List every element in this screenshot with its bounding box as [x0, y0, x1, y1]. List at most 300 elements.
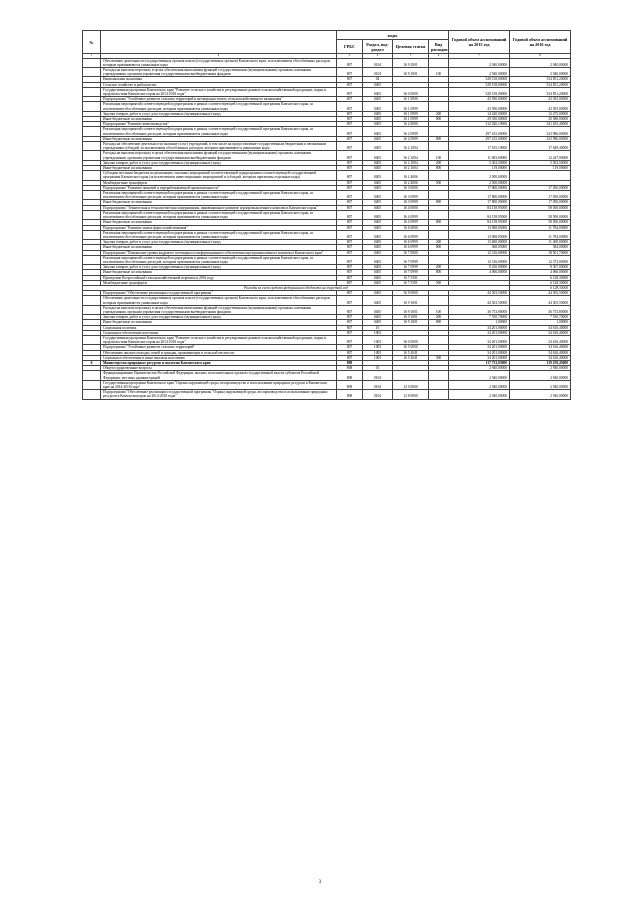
row-amount-2016: 534 851,20000 — [510, 87, 571, 96]
row-amount-2015: 297 415,00000 — [449, 127, 510, 136]
row-amount-2015: 13 968,05000 — [449, 225, 510, 230]
row-razdel: 0405 — [363, 102, 393, 111]
row-number — [83, 296, 101, 305]
row-razdel: 0104 — [363, 371, 393, 380]
row-amount-2015: 14 240,00000 — [449, 111, 510, 116]
column-index-cell: 6 — [429, 54, 449, 59]
row-target-article: 16 2 1004 — [393, 166, 429, 171]
row-expense-type — [429, 58, 449, 67]
row-name: Иные бюджетные ассигнования — [101, 136, 337, 141]
row-razdel: 0405 — [363, 171, 393, 180]
row-amount-2016: 1,00000 — [510, 320, 571, 325]
row-razdel: 1003 — [363, 335, 393, 344]
table-header — [83, 31, 571, 59]
row-grbs: 808 — [337, 366, 363, 371]
row-amount-2015: 2 500,00000 — [449, 171, 510, 180]
row-expense-type — [429, 191, 449, 200]
row-amount-2016: 58 500,00000 — [510, 220, 571, 225]
row-name: Подпрограмма "Устойчивое развитие сельских территорий и мелиорации земель сельскохозяйственного назначения" — [101, 97, 337, 102]
row-grbs: 807 — [337, 265, 363, 270]
row-amount-2015: 2 940,00000 — [449, 390, 510, 399]
row-number — [83, 335, 101, 344]
row-grbs: 807 — [337, 87, 363, 96]
row-amount-2015: 17 800,00000 — [449, 200, 510, 205]
row-name: Межбюджетные трансферты — [101, 280, 337, 285]
row-amount-2015: 528 158,00000 — [449, 87, 510, 96]
row-amount-2016: 5 302,50000 — [510, 160, 571, 165]
row-number — [83, 102, 101, 111]
row-amount-2016: 2 940,00000 — [510, 58, 571, 67]
row-razdel: 0405 — [363, 240, 393, 245]
row-razdel: 0405 — [363, 200, 393, 205]
row-name: Иные бюджетные ассигнования — [101, 245, 337, 250]
row-number — [83, 151, 101, 160]
column-index-cell: 1 — [83, 54, 101, 59]
header-csr: Целевая статья — [393, 40, 429, 54]
row-amount-2015: 4 066,00000 — [449, 270, 510, 275]
row-expense-type: 200 — [429, 111, 449, 116]
table-row — [83, 68, 571, 77]
row-grbs: 807 — [337, 320, 363, 325]
row-target-article: 16 7 5391 — [393, 280, 429, 285]
row-number — [83, 127, 101, 136]
row-name: Обеспечение деятельности государственных органов власти (государственных органов) Камчатского края, за исключением обособленных расходов, которым присваиваются уникальные коды — [101, 296, 337, 305]
row-grbs: 807 — [337, 166, 363, 171]
row-amount-2016: 534 851,20000 — [510, 77, 571, 82]
row-grbs: 807 — [337, 82, 363, 87]
row-number: 6 — [83, 360, 101, 365]
table-row — [83, 58, 571, 67]
row-name: Закупка товаров, работ и услуг для государственных (муниципальных) нужд — [101, 265, 337, 270]
row-grbs: 807 — [337, 315, 363, 320]
row-amount-2016: 323 986,00000 — [510, 127, 571, 136]
table-row — [83, 151, 571, 160]
row-grbs: 807 — [337, 111, 363, 116]
row-amount-2016: 12 475,00000 — [510, 111, 571, 116]
row-razdel: 10 — [363, 325, 393, 330]
row-amount-2016: 8 307,00000 — [510, 265, 571, 270]
row-amount-2015: 43 590,00000 — [449, 102, 510, 111]
row-name: Иные бюджетные ассигнования — [101, 220, 337, 225]
row-expense-type — [429, 102, 449, 111]
row-grbs: 808 — [337, 360, 363, 365]
row-name: Реализация мероприятий соответствующей подпрограммы в рамках соответствующей государственной программы Камчатского края, за исключением обособленных расходов, которым присваиваются уникальные коды — [101, 230, 337, 239]
row-name: Проведение Всероссийской сельскохозяйственной переписи в 2016 году — [101, 275, 337, 280]
row-amount-2016: 34 616,40000 — [510, 335, 571, 344]
row-number — [83, 390, 101, 399]
row-expense-type: 100 — [429, 68, 449, 77]
row-amount-2015: 84 158,95000 — [449, 210, 510, 219]
row-razdel: 0405 — [363, 136, 393, 141]
row-razdel: 0405 — [363, 270, 393, 275]
row-target-article: 16 2 0000 — [393, 122, 429, 127]
row-grbs: 807 — [337, 136, 363, 141]
row-razdel: 0405 — [363, 127, 393, 136]
row-target-article: 16 4 0999 — [393, 220, 429, 225]
row-grbs: 807 — [337, 230, 363, 239]
row-name: Подпрограмма "Техническая и технологическая модернизация, инновационное развитие агропромышленного комплекса Камчатского края" — [101, 205, 337, 210]
table-row — [83, 171, 571, 180]
row-number — [83, 191, 101, 200]
row-expense-type: 800 — [429, 245, 449, 250]
row-amount-2016: 30 580,00000 — [510, 117, 571, 122]
row-target-article: 16 6 0999 — [393, 240, 429, 245]
row-grbs: 807 — [337, 291, 363, 296]
row-amount-2015: 2 500,00000 — [449, 180, 510, 185]
row-target-article: 16 2 1004 — [393, 160, 429, 165]
row-target-article: 16 1 0999 — [393, 117, 429, 122]
row-expense-type — [429, 255, 449, 264]
row-target-article: 16 9 1001 — [393, 320, 429, 325]
row-expense-type — [429, 171, 449, 180]
row-target-article: 16 5 2041 — [393, 350, 429, 355]
row-grbs: 807 — [337, 275, 363, 280]
row-razdel: 04 — [363, 77, 393, 82]
row-name: Государственная программа Камчатского края "Охрана окружающей среды, воспроизводство и использование природных ресурсов в Камчатском крае на 2014-2018 годы" — [101, 380, 337, 389]
row-razdel: 0405 — [363, 245, 393, 250]
row-grbs: 808 — [337, 380, 363, 389]
row-amount-2015: 34 201,00000 — [449, 350, 510, 355]
row-target-article: 16 3 0999 — [393, 200, 429, 205]
row-razdel: 0405 — [363, 250, 393, 255]
row-amount-2016: 2 940,00000 — [510, 68, 571, 77]
row-amount-2015: 12 316,00000 — [449, 255, 510, 264]
row-razdel: 0104 — [363, 58, 393, 67]
row-amount-2016: 58 500,00000 — [510, 205, 571, 210]
row-expense-type — [429, 390, 449, 399]
row-expense-type: 800 — [429, 200, 449, 205]
column-index-cell: 5 — [393, 54, 429, 59]
row-grbs: 808 — [337, 371, 363, 380]
row-target-article: 16 3 0999 — [393, 191, 429, 200]
row-grbs: 807 — [337, 270, 363, 275]
row-amount-2015: 84 158,95000 — [449, 220, 510, 225]
row-target-article: 16 9 1001 — [393, 296, 429, 305]
row-amount-2016: 6 128,30000 — [510, 280, 571, 285]
row-amount-2016: 119 259,45000 — [510, 360, 571, 365]
row-amount-2016: 34 616,40000 — [510, 350, 571, 355]
row-grbs: 807 — [337, 335, 363, 344]
row-amount-2015: 528 158,00000 — [449, 77, 510, 82]
row-grbs: 807 — [337, 280, 363, 285]
row-target-article: 16 2 0999 — [393, 127, 429, 136]
row-target-article: 16 0 0000 — [393, 335, 429, 344]
row-grbs: 807 — [337, 171, 363, 180]
row-grbs: 807 — [337, 220, 363, 225]
row-number — [83, 87, 101, 96]
row-razdel: 0405 — [363, 230, 393, 239]
row-razdel: 0405 — [363, 117, 393, 122]
row-expense-type: 500 — [429, 280, 449, 285]
table-row — [83, 335, 571, 344]
row-expense-type: 200 — [429, 265, 449, 270]
column-index-cell: 2 — [101, 54, 337, 59]
row-amount-2016: 11 400,00000 — [510, 240, 571, 245]
row-name: Социальная политика — [101, 325, 337, 330]
header-razdel: Раздел, под-раздел — [363, 40, 393, 54]
row-target-article: 16 3 0000 — [393, 185, 429, 190]
row-amount-2016: 323 986,00000 — [510, 136, 571, 141]
row-amount-2015: 17 800,00000 — [449, 191, 510, 200]
row-amount-2016: 43 055,00000 — [510, 97, 571, 102]
row-amount-2015: 34 201,00000 — [449, 345, 510, 350]
row-name: Реализация мероприятий соответствующей подпрограммы в рамках соответствующей государственной программы Камчатского края, за исключением обособленных расходов, которым присваиваются уникальные коды — [101, 210, 337, 219]
row-expense-type: 800 — [429, 166, 449, 171]
row-name: Реализация мероприятий соответствующей подпрограммы в рамках соответствующей государственной программы Камчатского края, за исключением обособленных расходов, которым присваиваются уникальные коды — [101, 127, 337, 136]
row-grbs: 807 — [337, 255, 363, 264]
row-razdel: 0405 — [363, 166, 393, 171]
row-expense-type — [429, 335, 449, 344]
row-name: Реализация мероприятий соответствующей подпрограммы в рамках соответствующей государственной программы Камчатского края, за исключением обособленных расходов, которым присваиваются уникальные коды — [101, 191, 337, 200]
row-razdel: 0405 — [363, 97, 393, 102]
row-amount-2016: 119,00000 — [510, 166, 571, 171]
row-razdel: 0405 — [363, 280, 393, 285]
row-razdel: 0405 — [363, 185, 393, 190]
row-target-article: 16 0 0000 — [393, 87, 429, 96]
table-body — [83, 58, 571, 399]
row-grbs: 807 — [337, 58, 363, 67]
row-name: Функционирование Правительства Российской Федерации, высших исполнительных органов государственной власти субъектов Российской Федерации, местных администраций — [101, 371, 337, 380]
row-razdel: 1003 — [363, 330, 393, 335]
row-amount-2016: 12 373,00000 — [510, 255, 571, 264]
row-amount-2016: 17 050,00000 — [510, 191, 571, 200]
row-target-article: 16 4 0000 — [393, 205, 429, 210]
row-target-article: 16 6 0999 — [393, 230, 429, 239]
table-row — [83, 371, 571, 380]
row-name: Расходы на выплаты персоналу в целях обеспечения выполнения функций государственными (муниципальными) органами, казенными учреждениями, органами управления государственными внебюджетными фондами — [101, 68, 337, 77]
column-index-cell: 7 — [449, 54, 510, 59]
row-expense-type: 200 — [429, 315, 449, 320]
row-amount-2015: 43 590,00000 — [449, 97, 510, 102]
table-row — [83, 305, 571, 314]
row-grbs: 807 — [337, 200, 363, 205]
header-vr: Вид расходов — [429, 40, 449, 54]
row-name: Обеспечение жильем молодых семей и граждан, проживающих в сельской местности — [101, 350, 337, 355]
row-amount-2015: 117 733,83000 — [449, 360, 510, 365]
row-name: Государственная программа Камчатского края "Развитие сельского хозяйства и регулирование рынков сельскохозяйственной продукции, сырья и продовольствия Камчатского края на 2014-2018 годы" — [101, 87, 337, 96]
row-target-article — [393, 371, 429, 380]
row-name: Расходы на обеспечение деятельности (оказание услуг) учреждений, в том числе на предоставление государственным бюджетным и автономным учреждениям субсидий, за исключением обособленных расходов, которым присваиваются уникальные коды — [101, 142, 337, 151]
row-razdel: 0405 — [363, 87, 393, 96]
row-name: Закупка товаров, работ и услуг для государственных (муниципальных) нужд — [101, 111, 337, 116]
budget-table — [82, 30, 571, 400]
row-name: Общегосударственные вопросы — [101, 366, 337, 371]
row-amount-2016: 11 784,00000 — [510, 230, 571, 239]
row-razdel: 0405 — [363, 180, 393, 185]
row-grbs: 807 — [337, 296, 363, 305]
row-target-article: 16 9 1001 — [393, 58, 429, 67]
row-amount-2015: 297 415,00000 — [449, 136, 510, 141]
row-grbs: 807 — [337, 245, 363, 250]
row-grbs: 808 — [337, 390, 363, 399]
row-amount-2015: 312 020,10000 — [449, 122, 510, 127]
row-amount-2015: 34 201,00000 — [449, 330, 510, 335]
row-razdel: 0405 — [363, 305, 393, 314]
row-grbs: 807 — [337, 250, 363, 255]
table-row — [83, 296, 571, 305]
row-razdel: 0405 — [363, 111, 393, 116]
row-amount-2015: 7 550,70000 — [449, 315, 510, 320]
table-row — [83, 390, 571, 399]
row-razdel: 0405 — [363, 296, 393, 305]
row-razdel: 0405 — [363, 220, 393, 225]
row-razdel: 0405 — [363, 205, 393, 210]
row-amount-2015: 34 201,00000 — [449, 355, 510, 360]
row-amount-2015: 2 940,00000 — [449, 68, 510, 77]
row-grbs: 807 — [337, 97, 363, 102]
row-target-article: 16 2 0999 — [393, 136, 429, 141]
table-row — [83, 87, 571, 96]
row-expense-type — [429, 380, 449, 389]
row-target-article: 16 5 0000 — [393, 345, 429, 350]
table-row — [83, 210, 571, 219]
row-number — [83, 68, 101, 77]
row-target-article: 16 9 0000 — [393, 291, 429, 296]
row-name: Закупка товаров, работ и услуг для государственных (муниципальных) нужд — [101, 315, 337, 320]
row-name: Субсидии местным бюджетам на реализацию основных мероприятий соответствующей подпрограммы соответствующей государственной программы Камчатского края (за исключением инвестиционных мероприятий и субсидий, которым присвоены отдельные коды) — [101, 171, 337, 180]
row-number — [83, 255, 101, 264]
row-grbs: 807 — [337, 350, 363, 355]
table-row — [83, 230, 571, 239]
row-note: Расходы за счет средств федерального бюджета на очередной год — [83, 285, 510, 290]
row-grbs: 807 — [337, 325, 363, 330]
row-razdel: 0405 — [363, 315, 393, 320]
row-amount-2015: 44 303,50000 — [449, 291, 510, 296]
row-amount-2016: 43 055,00000 — [510, 102, 571, 111]
row-amount-2016: 58 500,00000 — [510, 210, 571, 219]
row-name: Реализация мероприятий соответствующей подпрограммы в рамках соответствующей государственной программы Камчатского края, за исключением обособленных расходов, которым присваиваются уникальные коды — [101, 102, 337, 111]
row-name: Подпрограмма "Обеспечение реализации государственной программы "Охрана окружающей среды, воспроизводство и использование природных ресурсов в Камчатском крае на 2014-2018 годы" — [101, 390, 337, 399]
row-grbs: 807 — [337, 355, 363, 360]
row-expense-type: 500 — [429, 180, 449, 185]
row-grbs: 807 — [337, 102, 363, 111]
row-razdel: 0405 — [363, 151, 393, 160]
table-row — [83, 127, 571, 136]
table-row — [83, 142, 571, 151]
row-razdel: 0405 — [363, 255, 393, 264]
row-amount-2016: 44 305,50000 — [510, 296, 571, 305]
row-razdel: 1003 — [363, 345, 393, 350]
row-expense-type: 200 — [429, 240, 449, 245]
row-target-article: 16 7 0999 — [393, 255, 429, 264]
row-amount-2015: 13 600,00000 — [449, 240, 510, 245]
row-amount-2016: 4 066,00000 — [510, 270, 571, 275]
row-amount-2016: 2 940,00000 — [510, 371, 571, 380]
row-target-article: 16 6 0999 — [393, 245, 429, 250]
row-amount-2016: 44 305,50000 — [510, 291, 571, 296]
row-name: Социальное обеспечение населения — [101, 330, 337, 335]
row-razdel: 0405 — [363, 122, 393, 127]
row-name: Иные бюджетные ассигнования — [101, 117, 337, 122]
row-number — [83, 210, 101, 219]
row-razdel: 0405 — [363, 160, 393, 165]
row-target-article: 16 1 0999 — [393, 102, 429, 111]
row-name: Подпрограмма "Развитие малых форм хозяйствования" — [101, 225, 337, 230]
row-target-article: 12 0 0000 — [393, 380, 429, 389]
row-amount-2016: 6 128,30000 — [510, 285, 571, 290]
row-name: Закупка товаров, работ и услуг для государственных (муниципальных) нужд — [101, 160, 337, 165]
row-expense-type — [429, 371, 449, 380]
row-name: Реализация мероприятий соответствующей подпрограммы в рамках соответствующей государственной программы Камчатского края, за исключением обособленных расходов, которым присваиваются уникальные коды — [101, 255, 337, 264]
row-razdel: 1003 — [363, 350, 393, 355]
row-amount-2015: 17 105,10000 — [449, 142, 510, 151]
row-amount-2015: 13 968,05000 — [449, 230, 510, 239]
row-expense-type: 200 — [429, 160, 449, 165]
row-grbs: 807 — [337, 180, 363, 185]
row-grbs: 807 — [337, 191, 363, 200]
header-grbs: ГРБС — [337, 40, 363, 54]
row-razdel: 0405 — [363, 225, 393, 230]
row-amount-2015: 44 303,50000 — [449, 296, 510, 305]
row-amount-2015: 29 350,00000 — [449, 117, 510, 122]
row-amount-2016: 34 616,40000 — [510, 330, 571, 335]
row-amount-2016: 18 501,70000 — [510, 250, 571, 255]
row-razdel: 0405 — [363, 210, 393, 219]
row-target-article: 16 9 1001 — [393, 315, 429, 320]
row-amount-2015: 2 940,00000 — [449, 58, 510, 67]
row-amount-2015: 11 683,60000 — [449, 151, 510, 160]
row-amount-2016: 34 616,40000 — [510, 355, 571, 360]
header-2016: Годовой объем ассигнований на 2016 год — [510, 31, 571, 54]
row-expense-type — [429, 230, 449, 239]
row-name: Подпрограмма "Развитие животноводства" — [101, 122, 337, 127]
row-amount-2015: 528 158,00000 — [449, 82, 510, 87]
row-target-article: 16 2 4006 — [393, 180, 429, 185]
row-razdel: 0405 — [363, 275, 393, 280]
row-razdel: 01 — [363, 366, 393, 371]
row-name: Государственная программа Камчатского края "Развитие сельского хозяйства и регулирование рынков сельскохозяйственной продукции, сырья и продовольствия Камчатского края на 2014-2018 годы" — [101, 335, 337, 344]
row-number — [83, 230, 101, 239]
row-amount-2016 — [510, 171, 571, 180]
row-razdel: 0104 — [363, 68, 393, 77]
row-target-article: 16 2 1004 — [393, 151, 429, 160]
row-name: Национальная экономика — [101, 77, 337, 82]
row-grbs: 807 — [337, 305, 363, 314]
row-grbs: 807 — [337, 345, 363, 350]
row-amount-2016: 11 784,00000 — [510, 225, 571, 230]
row-expense-type — [429, 127, 449, 136]
row-name: Подпрограмма "Устойчивое развитие сельских территорий" — [101, 345, 337, 350]
row-name: Расходы на выплаты персоналу в целях обеспечения выполнения функций государственными (муниципальными) органами, казенными учреждениями, органами управления государственными внебюджетными фондами — [101, 151, 337, 160]
row-name: Иные бюджетные ассигнования — [101, 270, 337, 275]
row-target-article: 16 4 0999 — [393, 210, 429, 219]
row-amount-2016: 7 550,70000 — [510, 315, 571, 320]
row-amount-2015: 12 316,00000 — [449, 250, 510, 255]
row-target-article: 16 2 1004 — [393, 142, 429, 151]
row-amount-2016: 34 616,40000 — [510, 345, 571, 350]
row-target-article: 16 1 0000 — [393, 97, 429, 102]
table-row — [83, 380, 571, 389]
row-razdel: 1003 — [363, 355, 393, 360]
row-amount-2016: 384,00000 — [510, 245, 571, 250]
row-expense-type: 800 — [429, 136, 449, 141]
row-razdel: 0104 — [363, 390, 393, 399]
row-amount-2015: 17 800,00000 — [449, 185, 510, 190]
row-number — [83, 142, 101, 151]
row-grbs: 807 — [337, 205, 363, 210]
row-grbs: 807 — [337, 185, 363, 190]
table-row — [83, 102, 571, 111]
row-amount-2016: 2 940,00000 — [510, 390, 571, 399]
row-grbs: 807 — [337, 151, 363, 160]
row-amount-2016: 6 128,30000 — [510, 275, 571, 280]
row-name: Иные бюджетные ассигнования — [101, 320, 337, 325]
row-amount-2015: 119,00000 — [449, 166, 510, 171]
row-amount-2016: 534 851,20000 — [510, 82, 571, 87]
row-amount-2015: 36 753,80000 — [449, 305, 510, 314]
row-amount-2016: 2 940,00000 — [510, 366, 571, 371]
row-name: Подпрограмма "Обеспечение реализации государственной программы" — [101, 291, 337, 296]
